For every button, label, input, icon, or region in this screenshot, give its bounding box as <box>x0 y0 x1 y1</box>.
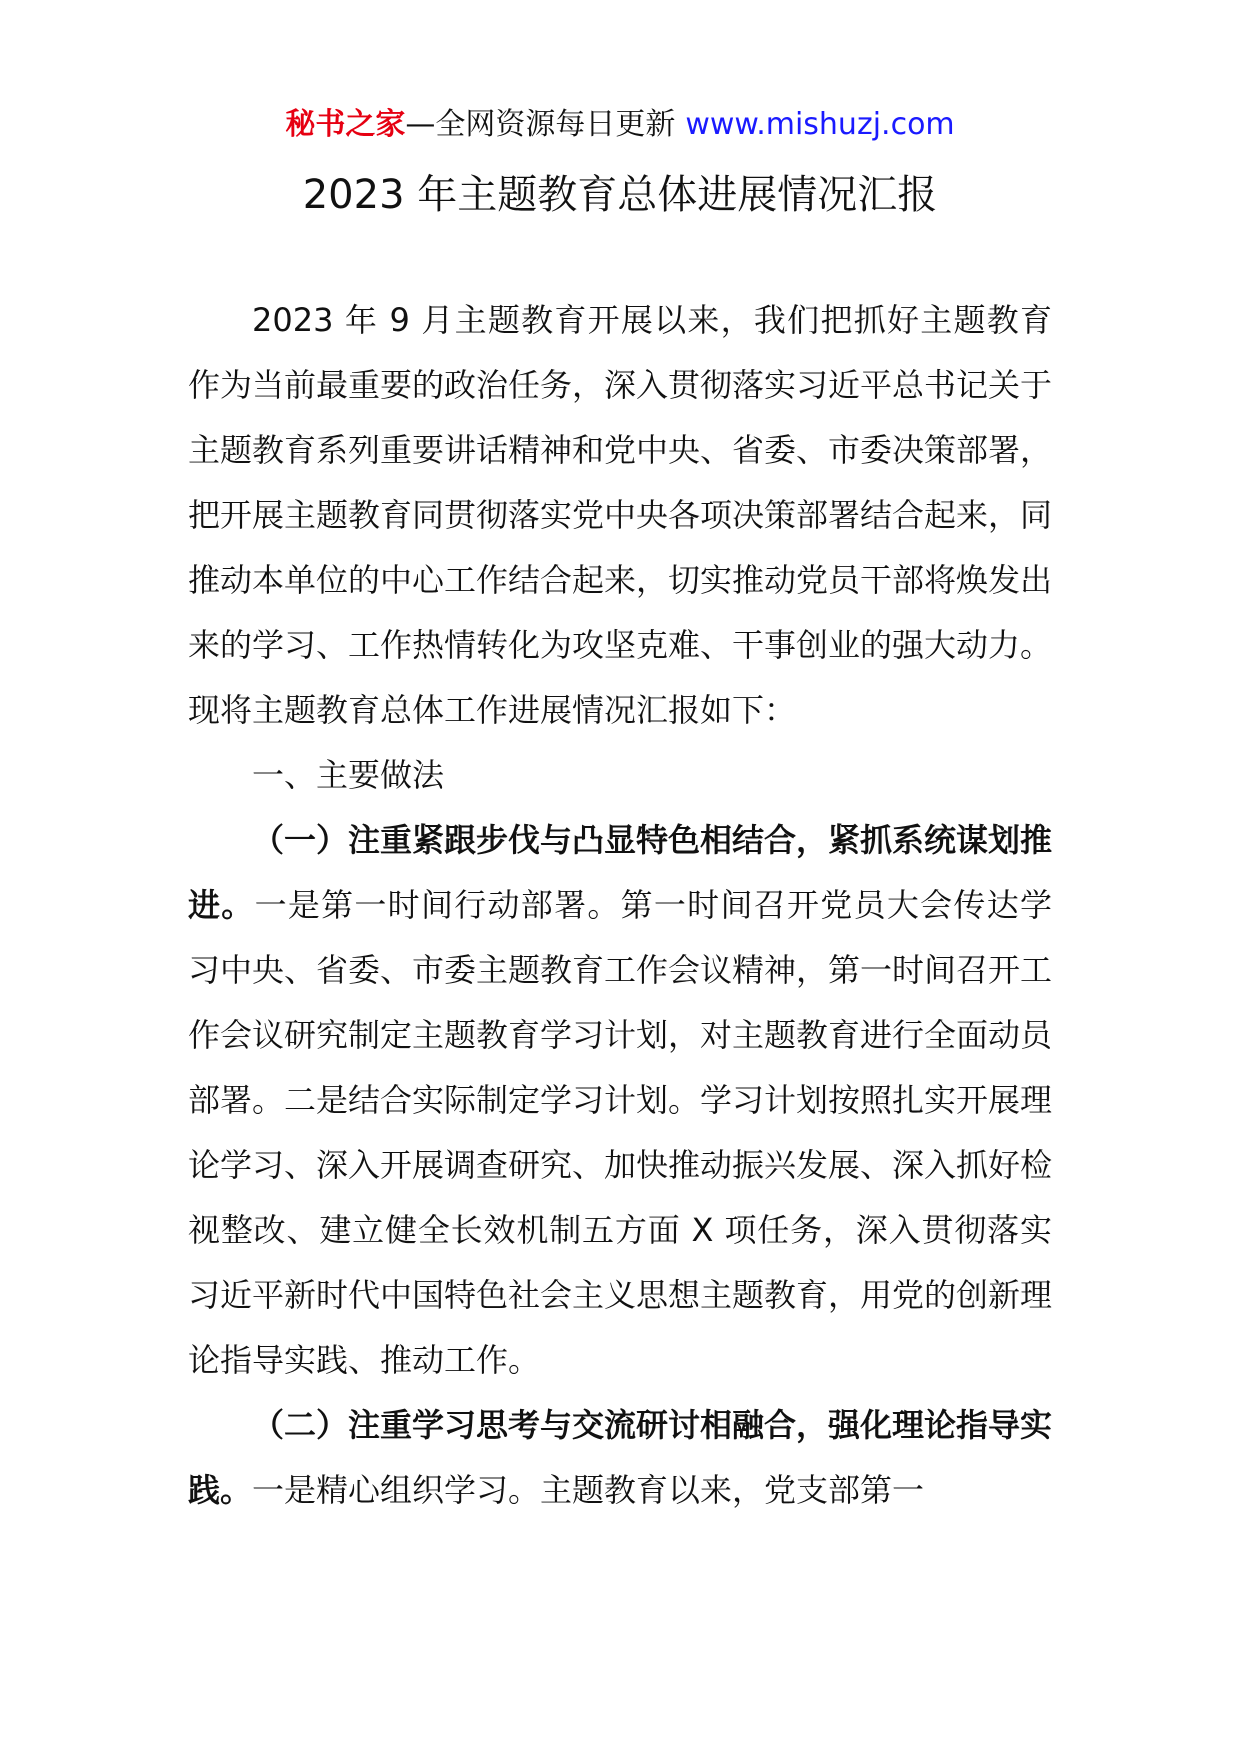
header-tagline: 全网资源每日更新 <box>435 107 676 142</box>
item-1-heading: （一）注重紧跟步伐与凸显特色相结合，紧抓系统谋划推进。 <box>188 821 1053 924</box>
item-1-text: 一是第一时间行动部署。第一时间召开党员大会传达学习中央、省委、市委主题教育工作会议精神，第一时间召开工作会议研究制定主题教育学习计划，对主题教育进行全面动员部署。二是结合实际制定学习计划。学习计划按照扎实开展理论学习、深入开展调查研究、加快推动振兴发展、深入抓好检视整改、建立健全长效机制五方面 X 项任务，深入贯彻落实习近平新时代中国特色社会主义思想主题教育，用党的创新理论指导实践、推动工作。 <box>188 886 1053 1379</box>
section-heading: 一、主要做法 <box>252 756 445 794</box>
document-body <box>188 288 1052 1523</box>
brand-name: 秘书之家 <box>285 107 406 142</box>
site-header <box>0 100 1240 150</box>
intro-paragraph: 2023 年 9 月主题教育开展以来，我们把抓好主题教育作为当前最重要的政治任务，深入贯彻落实习近平总书记关于主题教育系列重要讲话精神和党中央、省委、市委决策部署，把开展主题教育同贯彻落实党中央各项决策部署结合起来，同推动本单位的中心工作结合起来，切实推动党员干部将焕发出来的学习、工作热情转化为攻坚克难、干事创业的强大动力。现将主题教育总体工作进展情况汇报如下： <box>188 301 1053 729</box>
item-2-paragraph <box>188 1393 1052 1523</box>
item-2-text: 一是精心组织学习。主题教育以来，党支部第一 <box>252 1471 925 1509</box>
page-title: 2023 年主题教育总体进展情况汇报 <box>302 172 938 218</box>
site-url-link[interactable]: www.mishuzj.com <box>685 107 955 142</box>
item-1-paragraph <box>188 808 1052 1393</box>
item-2-heading: （二）注重学习思考与交流研讨相融合，强化理论指导实践。 <box>188 1406 1053 1509</box>
header-dash: — <box>405 107 436 142</box>
